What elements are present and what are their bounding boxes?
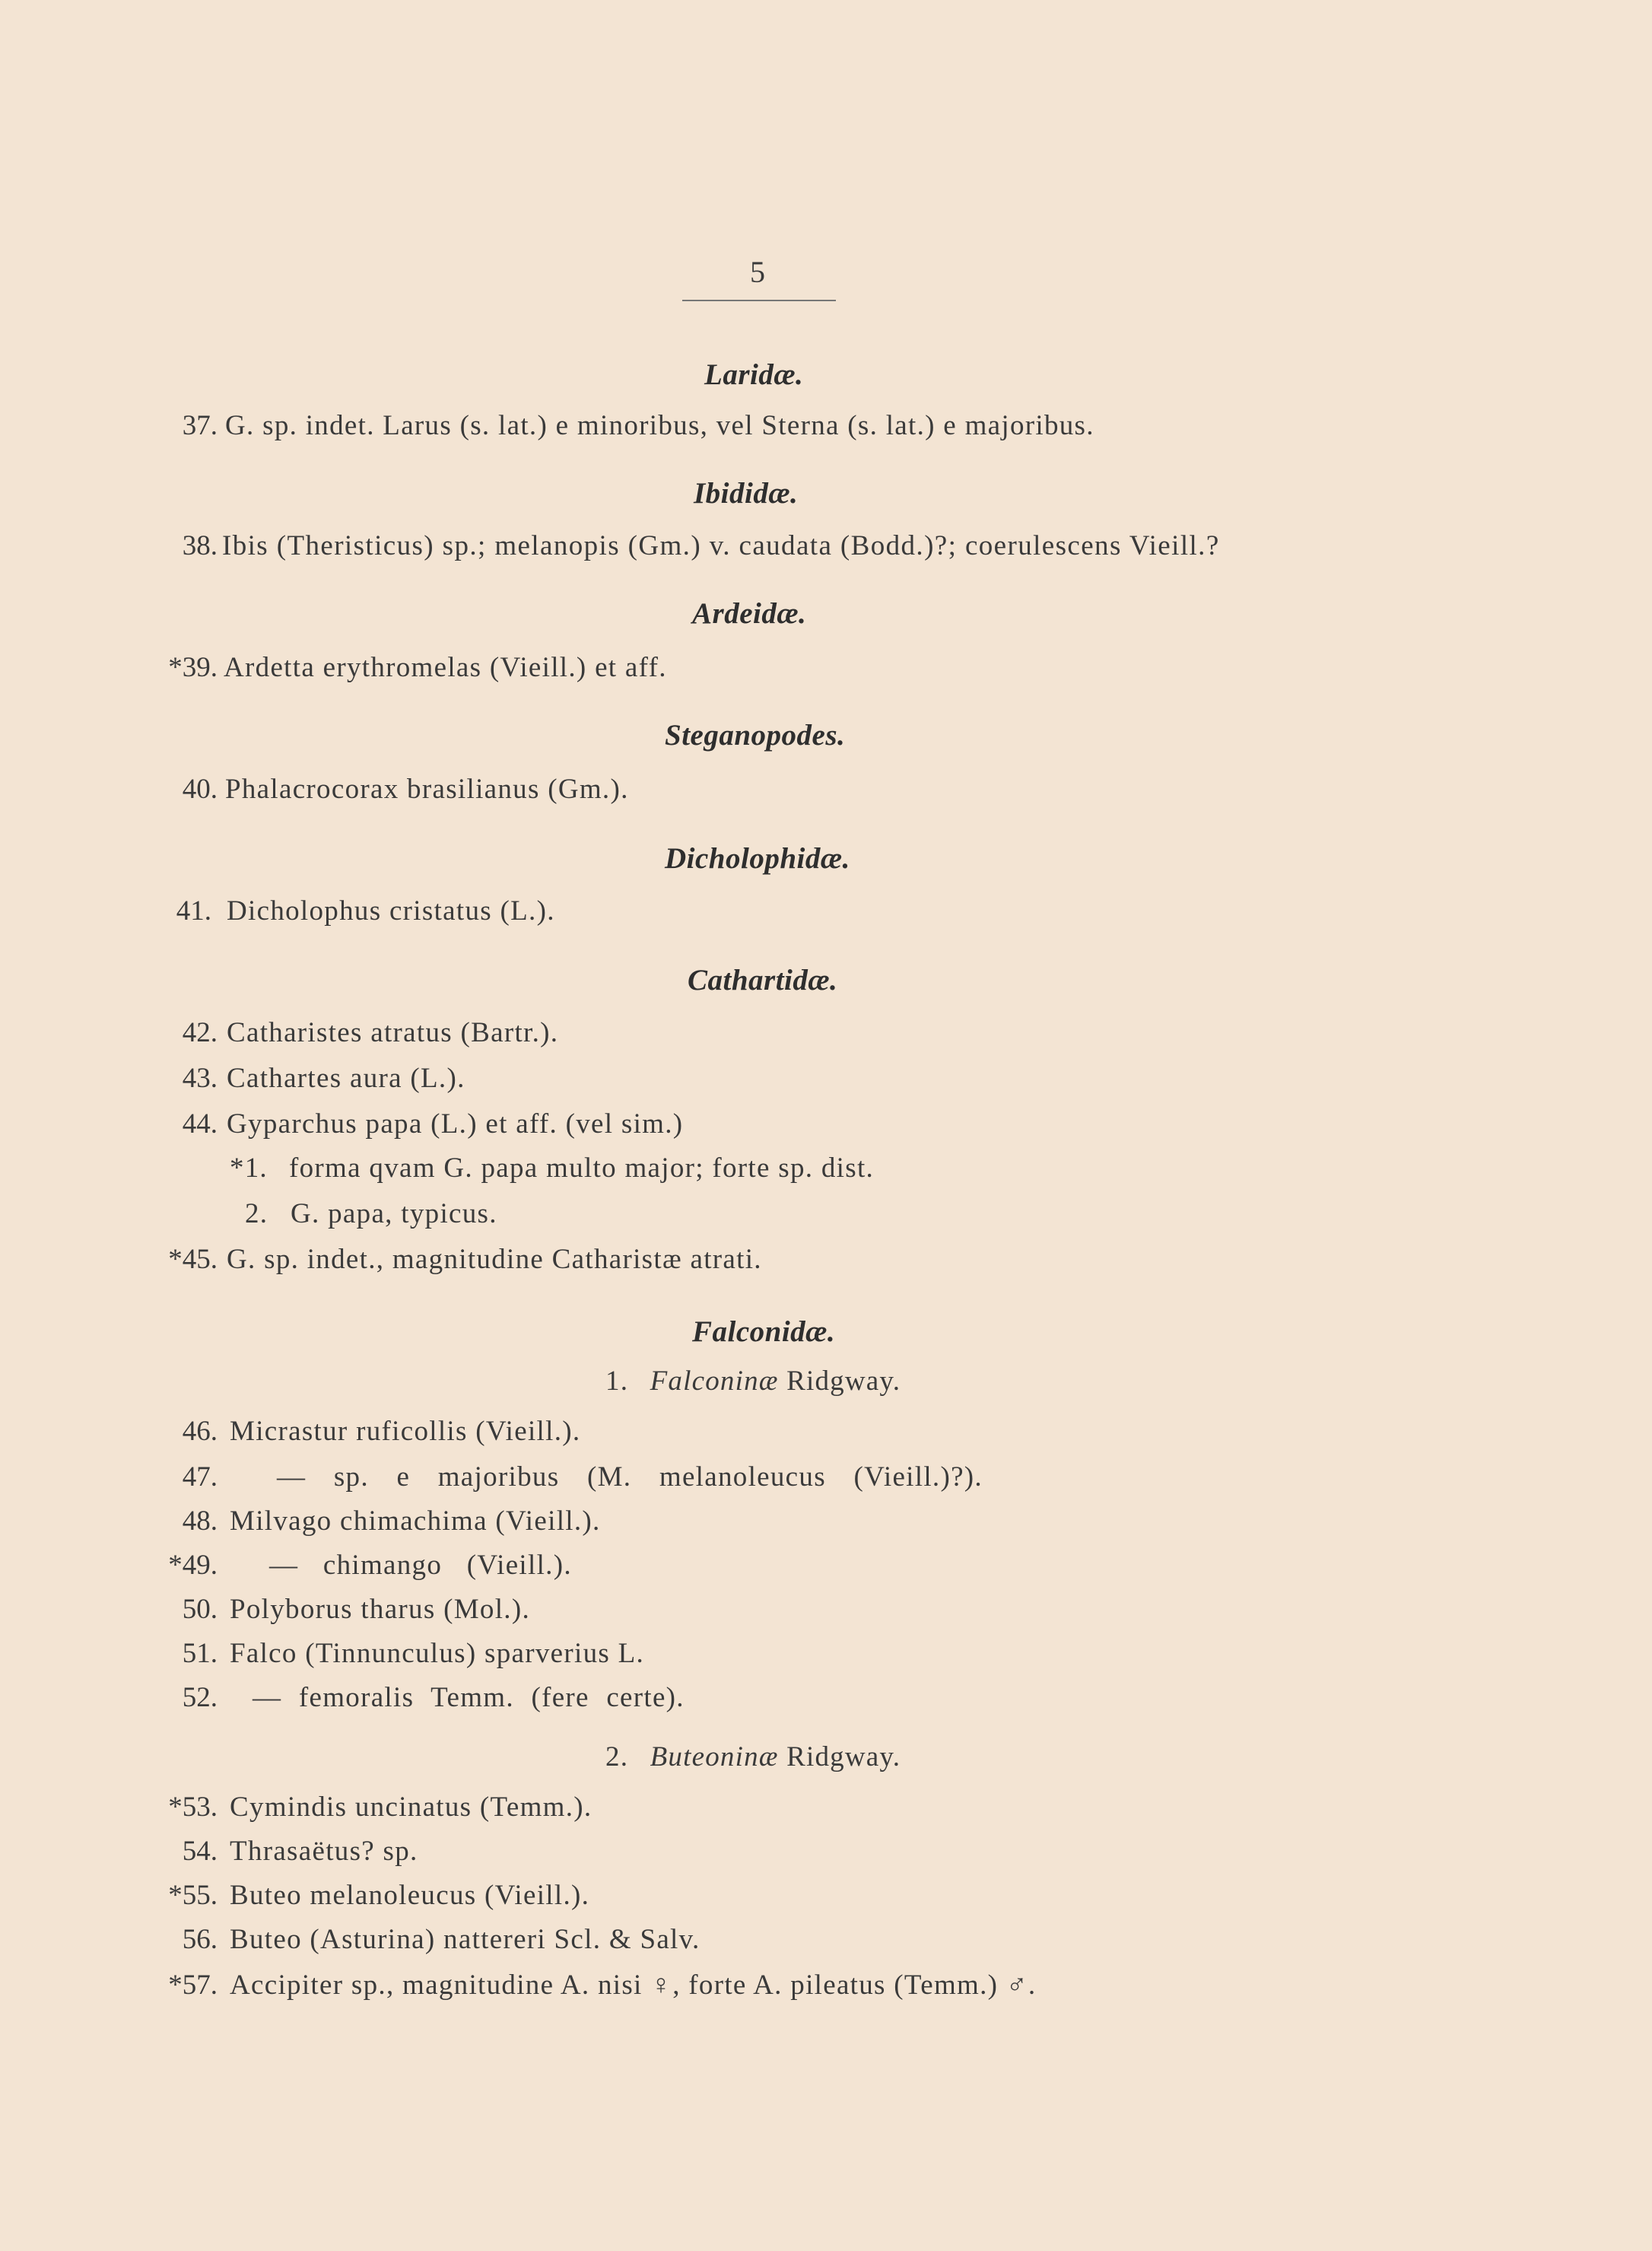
- entry-number: 38.: [182, 530, 218, 561]
- entry-text: Cathartes aura (L.).: [227, 1063, 465, 1094]
- family-heading-ardeidae: Ardeidæ.: [692, 597, 807, 630]
- entry-text: Dicholophus cristatus (L.).: [227, 895, 555, 927]
- family-heading-ibididae: Ibididæ.: [694, 477, 799, 510]
- entry-text: — sp. e majoribus (M. melanoleucus (Vieill.)?).: [277, 1461, 983, 1493]
- family-heading-dicholophidae: Dicholophidæ.: [665, 842, 850, 875]
- entry-number: 40.: [182, 774, 218, 805]
- entry-number: *53.: [168, 1792, 218, 1823]
- entry-number: 47.: [182, 1461, 218, 1493]
- entry-text: Thrasaëtus? sp.: [230, 1836, 418, 1867]
- subfamily-name: Buteoninæ: [650, 1741, 779, 1773]
- entry-text: Gyparchus papa (L.) et aff. (vel sim.): [227, 1108, 684, 1140]
- entry-text: G. sp. indet., magnitudine Catharistæ atrati.: [227, 1244, 762, 1275]
- entry-text: Accipiter sp., magnitudine A. nisi ♀, forte A. pileatus (Temm.) ♂.: [230, 1970, 1037, 2001]
- entry-text: — chimango (Vieill.).: [269, 1550, 572, 1581]
- family-heading-falconidae: Falconidæ.: [692, 1315, 836, 1348]
- subfamily-heading-falconinae: [605, 1365, 901, 1397]
- entry-number: 44.: [182, 1108, 218, 1140]
- sub-entry-number: 2.: [245, 1198, 268, 1229]
- entry-number: 51.: [182, 1638, 218, 1669]
- entry-text: Catharistes atratus (Bartr.).: [227, 1017, 559, 1048]
- subfamily-number: 2.: [605, 1741, 629, 1773]
- entry-number: *45.: [168, 1244, 218, 1275]
- sub-entry-number: *1.: [230, 1153, 268, 1184]
- entry-number: 37.: [182, 410, 218, 441]
- entry-number: 52.: [182, 1682, 218, 1713]
- entry-number: 48.: [182, 1505, 218, 1537]
- entry-number: *39.: [168, 652, 218, 683]
- entry-number: 46.: [182, 1416, 218, 1447]
- page-number: 5: [750, 255, 765, 289]
- entry-number: *55.: [168, 1880, 218, 1911]
- entry-text: Milvago chimachima (Vieill.).: [230, 1505, 601, 1537]
- family-heading-steganopodes: Steganopodes.: [665, 719, 846, 752]
- entry-number: 56.: [182, 1924, 218, 1955]
- entry-text: Buteo (Asturina) nattereri Scl. & Salv.: [230, 1924, 701, 1955]
- entry-text: Phalacrocorax brasilianus (Gm.).: [225, 774, 629, 805]
- entry-text: Micrastur ruficollis (Vieill.).: [230, 1416, 581, 1447]
- entry-text: Polyborus tharus (Mol.).: [230, 1594, 531, 1625]
- subfamily-name: Falconinæ: [650, 1366, 779, 1397]
- entry-text: Ardetta erythromelas (Vieill.) et aff.: [224, 652, 667, 683]
- header-rule: [682, 300, 836, 301]
- entry-number: 50.: [182, 1594, 218, 1625]
- entry-text: G. sp. indet. Larus (s. lat.) e minoribus, vel Sterna (s. lat.) e majoribus.: [225, 410, 1094, 441]
- entry-number: *57.: [168, 1970, 218, 2001]
- entry-number: *49.: [168, 1550, 218, 1581]
- subfamily-heading-buteoninae: [605, 1741, 901, 1773]
- subfamily-author: Ridgway.: [786, 1366, 901, 1397]
- entry-number: 54.: [182, 1836, 218, 1867]
- sub-entry-text: forma qvam G. papa multo major; forte sp. dist.: [289, 1153, 875, 1184]
- subfamily-author: Ridgway.: [786, 1741, 901, 1773]
- entry-number: 42.: [182, 1017, 218, 1048]
- entry-text: Cymindis uncinatus (Temm.).: [230, 1792, 592, 1823]
- family-heading-laridae: Laridæ.: [704, 358, 804, 391]
- entry-number: 43.: [182, 1063, 218, 1094]
- entry-text: Ibis (Theristicus) sp.; melanopis (Gm.) v. caudata (Bodd.)?; coerulescens Vieill.?: [222, 530, 1220, 561]
- family-heading-cathartidae: Cathartidæ.: [688, 964, 838, 997]
- entry-number: 41.: [176, 895, 211, 927]
- entry-text: — femoralis Temm. (fere certe).: [253, 1682, 685, 1713]
- entry-text: Falco (Tinnunculus) sparverius L.: [230, 1638, 645, 1669]
- sub-entry-text: G. papa, typicus.: [291, 1198, 497, 1229]
- subfamily-number: 1.: [605, 1366, 629, 1397]
- entry-text: Buteo melanoleucus (Vieill.).: [230, 1880, 590, 1911]
